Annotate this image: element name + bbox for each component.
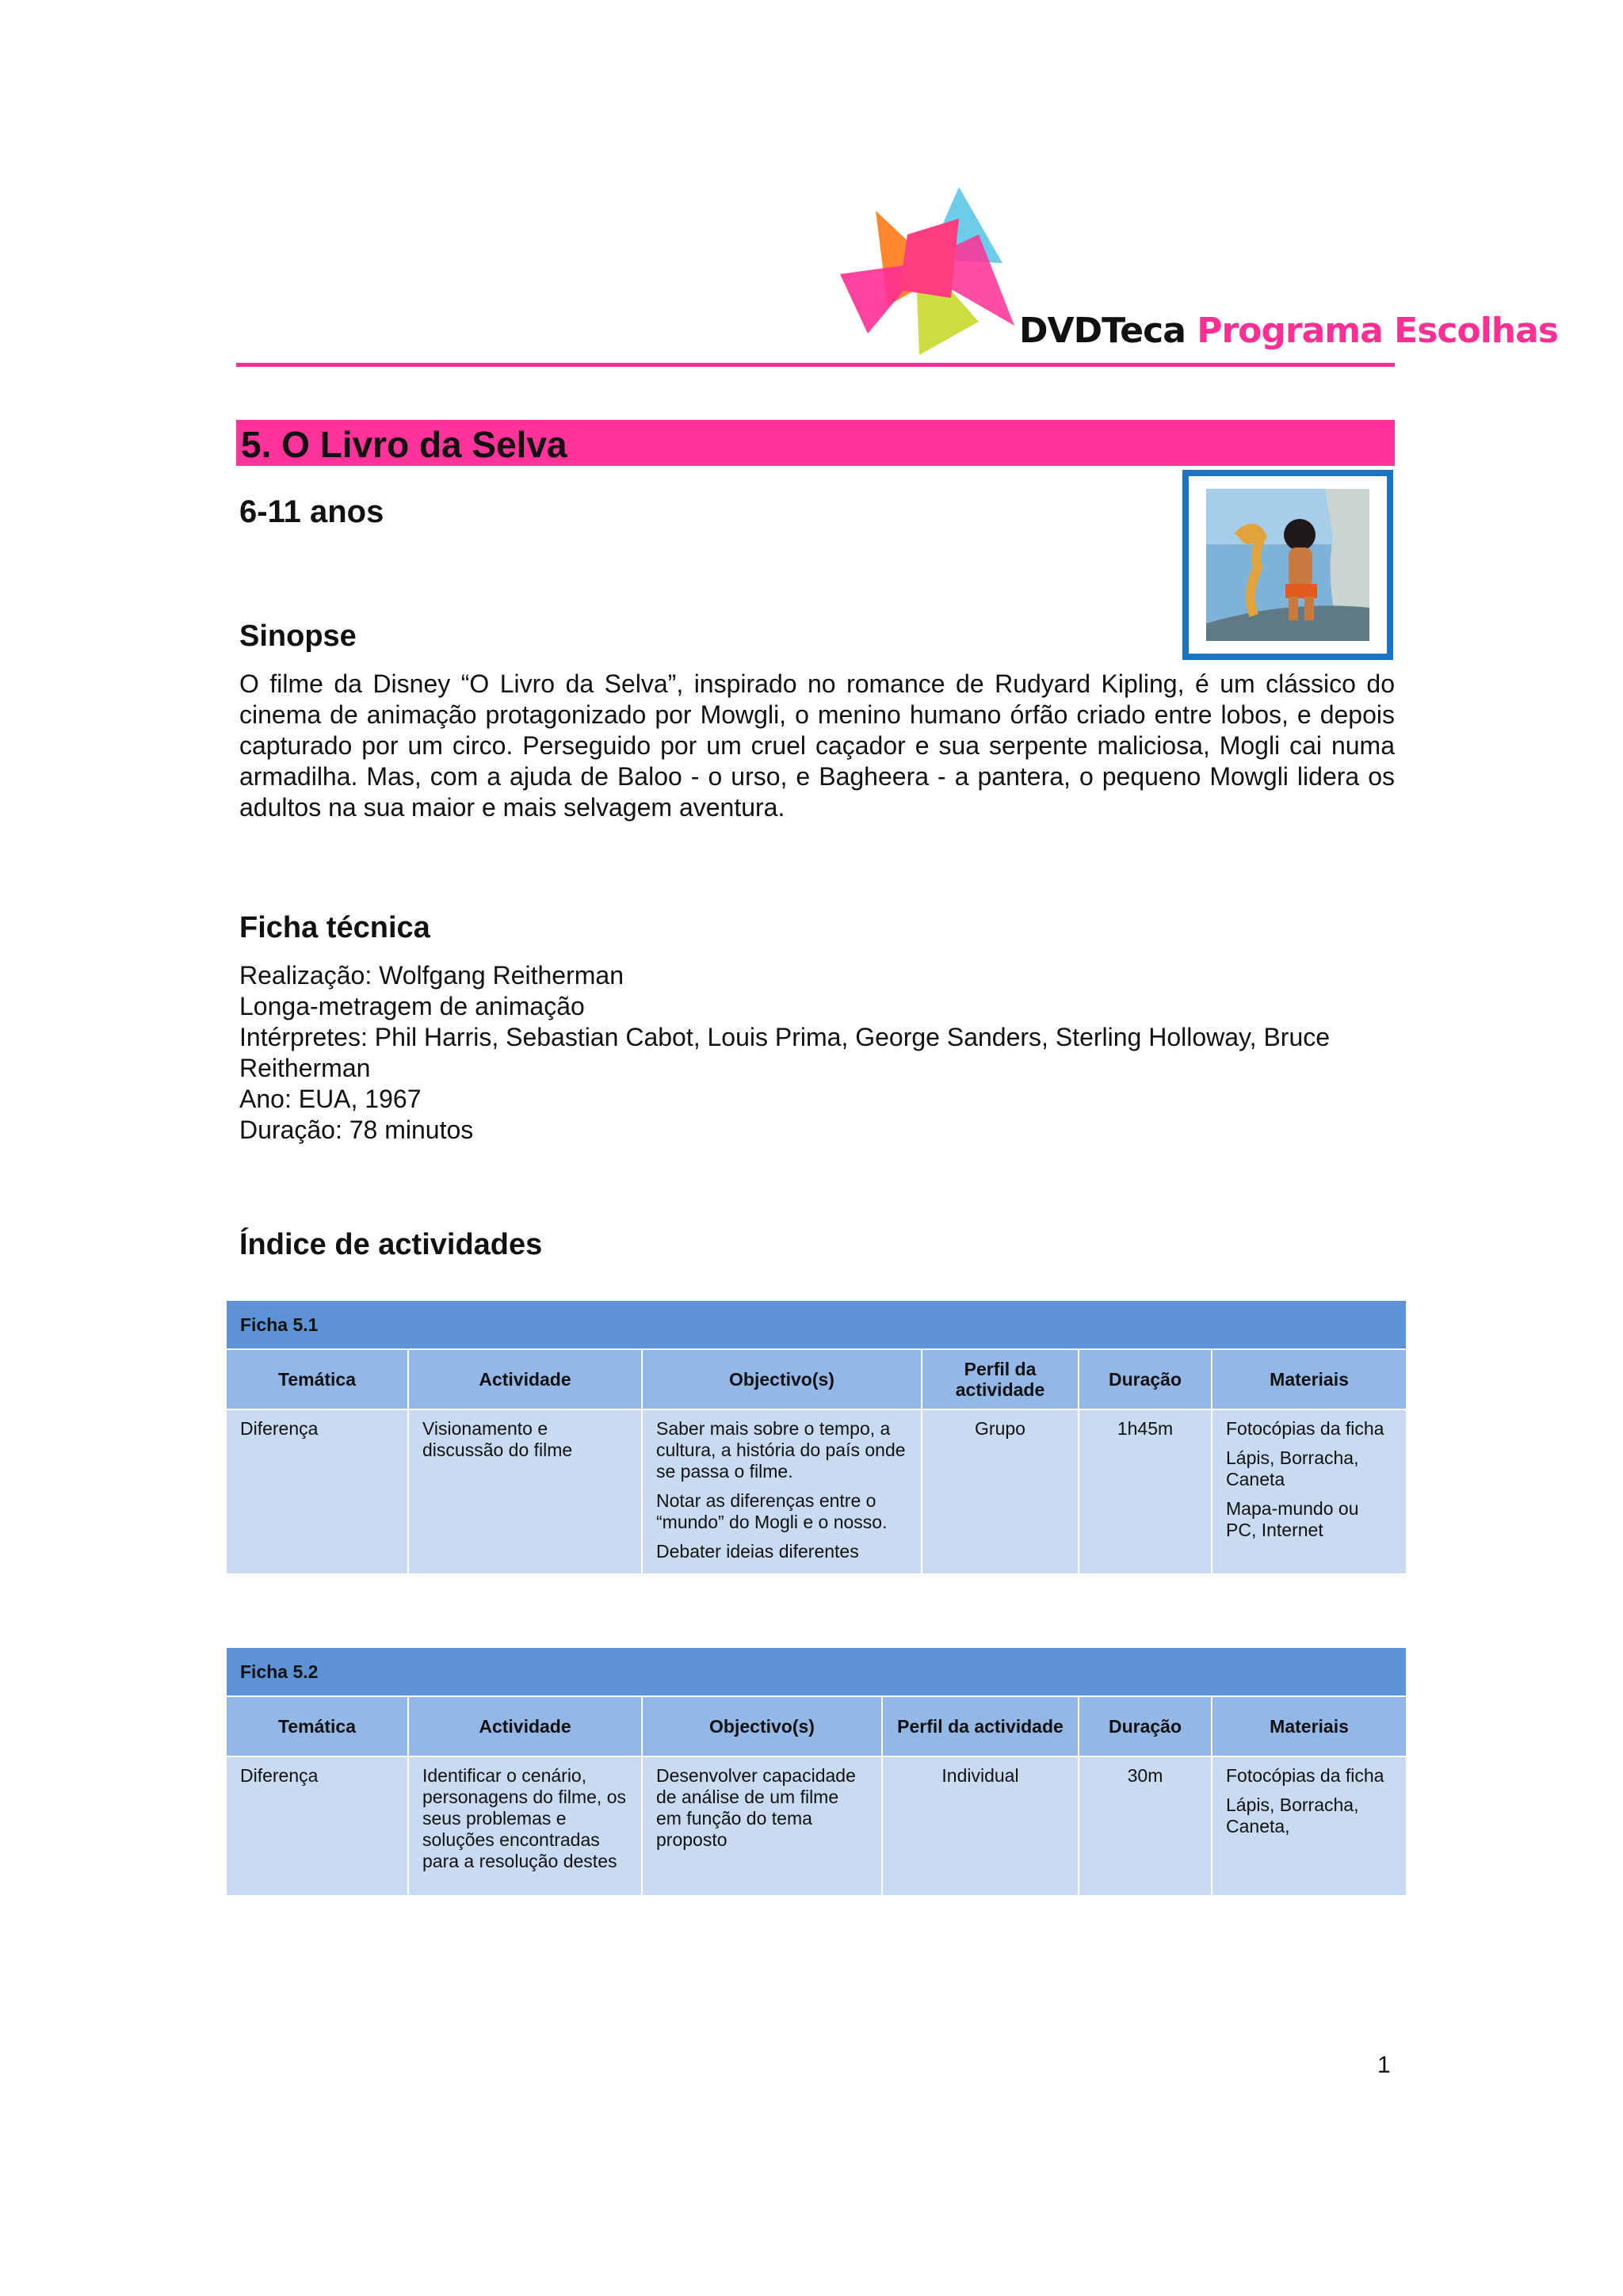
objectivo-item: Desenvolver capacidade de análise de um filme em função do tema proposto [656, 1765, 856, 1850]
ficha-tecnica-heading: Ficha técnica [239, 911, 430, 944]
ficha-ano: Ano: EUA, 1967 [239, 1085, 422, 1113]
col-tematica: Temática [226, 1696, 408, 1756]
col-duracao: Duração [1079, 1696, 1212, 1756]
cell-duracao: 1h45m [1079, 1409, 1212, 1574]
ficha-duracao: Duração: 78 minutos [239, 1116, 474, 1144]
header-divider [236, 363, 1395, 367]
col-perfil: Perfil da actividade [922, 1349, 1079, 1409]
objectivo-item: Saber mais sobre o tempo, a cultura, a história do país onde se passa o filme. [656, 1418, 906, 1482]
ficha-tipo: Longa-metragem de animação [239, 992, 585, 1020]
indice-heading: Índice de actividades [239, 1228, 543, 1261]
table-caption: Ficha 5.2 [226, 1647, 1407, 1696]
cell-actividade: Visionamento e discussão do filme [408, 1409, 642, 1574]
cell-objectivos [642, 1409, 922, 1574]
brand-wordmark [1019, 311, 1558, 351]
col-materiais: Materiais [1212, 1696, 1407, 1756]
activity-table-5-2 [225, 1646, 1407, 1897]
sinopse-text: O filme da Disney “O Livro da Selva”, inspirado no romance de Rudyard Kipling, é um clássico do cinema de animação protagonizado por Mowgli, o menino humano órfão criado entre lobos, e depois capturado por um circo. Perseguido por um cruel caçador e sua serpente maliciosa, Mogli cai numa armadilha. Mas, com a ajuda de Baloo - o urso, e Bagheera - a pantera, o pequeno Mowgli lidera os adultos na sua maior e mais selvagem aventura. [239, 669, 1395, 822]
material-item: Lápis, Borracha, Caneta, [1226, 1794, 1359, 1836]
col-materiais: Materiais [1212, 1349, 1407, 1409]
objectivo-item: Notar as diferenças entre o “mundo” do Mogli e o nosso. [656, 1490, 888, 1532]
col-tematica: Temática [226, 1349, 408, 1409]
brand-dvdteca: DVDTeca [1019, 311, 1186, 351]
cell-tematica: Diferença [226, 1756, 408, 1896]
mowgli-kaa-illustration-icon [1206, 489, 1369, 641]
age-range: 6-11 anos [239, 494, 384, 529]
material-item: Fotocópias da ficha [1226, 1765, 1384, 1786]
material-item: Mapa-mundo ou PC, Internet [1226, 1498, 1359, 1540]
table-caption: Ficha 5.1 [226, 1300, 1407, 1349]
cell-materiais [1212, 1409, 1407, 1574]
star-logo-icon [840, 187, 1014, 355]
ficha-interpretes: Intérpretes: Phil Harris, Sebastian Cabot, Louis Prima, George Sanders, Sterling Holloway, Bruce Reitherman [239, 1023, 1331, 1082]
page-number: 1 [1377, 2052, 1391, 2078]
col-actividade: Actividade [408, 1349, 642, 1409]
cell-tematica: Diferença [226, 1409, 408, 1574]
table-row [226, 1756, 1407, 1896]
movie-thumbnail [1182, 470, 1393, 660]
table-row [226, 1409, 1407, 1574]
objectivo-item: Debater ideias diferentes [656, 1541, 859, 1562]
cell-perfil: Grupo [922, 1409, 1079, 1574]
cell-perfil: Individual [882, 1756, 1079, 1896]
ficha-tecnica-list [239, 960, 1404, 1146]
brand-programa-escolhas: Programa Escolhas [1197, 311, 1558, 351]
col-duracao: Duração [1079, 1349, 1212, 1409]
ficha-realizacao: Realização: Wolfgang Reitherman [239, 961, 624, 990]
cell-actividade: Identificar o cenário, personagens do filme, os seus problemas e soluções encontradas para a resolução destes [408, 1756, 642, 1896]
cell-objectivos [642, 1756, 882, 1896]
activity-table-5-1 [225, 1299, 1407, 1575]
col-objectivos: Objectivo(s) [642, 1349, 922, 1409]
sinopse-heading: Sinopse [239, 620, 357, 653]
material-item: Fotocópias da ficha [1226, 1418, 1384, 1439]
title-bar [236, 420, 1395, 466]
cell-materiais [1212, 1756, 1407, 1896]
col-objectivos: Objectivo(s) [642, 1696, 882, 1756]
col-actividade: Actividade [408, 1696, 642, 1756]
col-perfil: Perfil da actividade [882, 1696, 1079, 1756]
cell-duracao: 30m [1079, 1756, 1212, 1896]
material-item: Lápis, Borracha, Caneta [1226, 1447, 1359, 1489]
page-title: 5. O Livro da Selva [241, 424, 567, 465]
